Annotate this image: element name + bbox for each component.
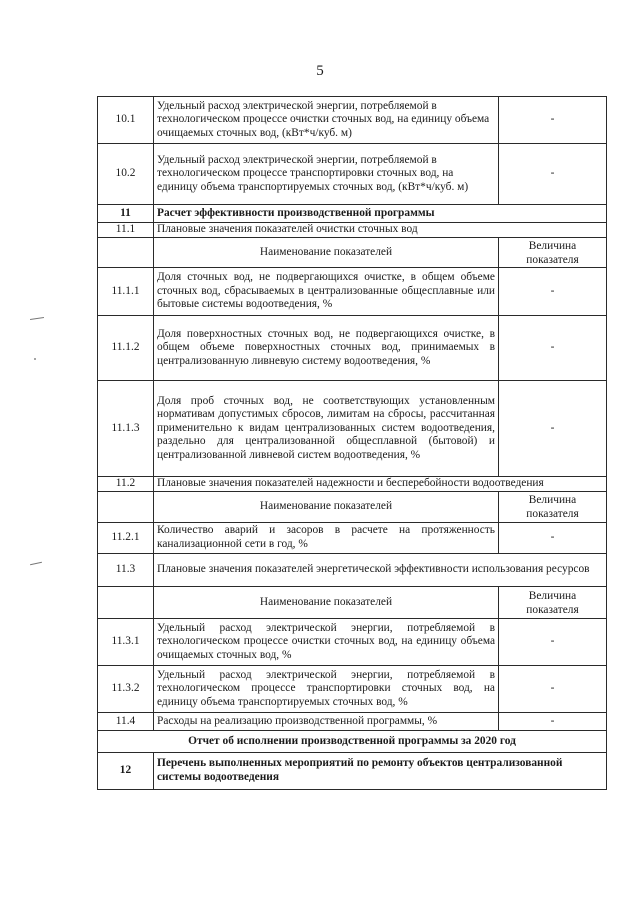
row-value: - — [499, 144, 607, 205]
row-value: - — [499, 316, 607, 381]
table-row — [98, 666, 607, 713]
table-row — [98, 144, 607, 205]
margin-dot — [34, 358, 36, 360]
row-number: 11.1.3 — [98, 381, 154, 477]
report-heading-row — [98, 731, 607, 753]
table-row — [98, 523, 607, 554]
row-text: Доля поверхностных сточных вод, не подвергающихся очистке, в общем объеме поверхностных сточных вод, принимаемых в централизованную ливневую систему водоотведения, % — [154, 316, 499, 381]
column-header-name: Наименование показателей — [154, 587, 499, 619]
row-text: Удельный расход электрической энергии, потребляемой в технологическом процессе очистки сточных вод, на единицу объема очищаемых сточных вод, % — [154, 619, 499, 666]
table-row — [98, 381, 607, 477]
empty-cell — [98, 238, 154, 268]
report-heading: Отчет об исполнении производственной программы за 2020 год — [98, 731, 607, 753]
row-text: Доля проб сточных вод, не соответствующих установленным нормативам допустимых сбросов, лимитам на сбросы, рассчитанная применительно к видам централизованных систем водоотведения, раздельно для централизованной общесплавной (бытовой) и централизованной ливневой систем водоотведения, % — [154, 381, 499, 477]
row-number: 11.2.1 — [98, 523, 154, 554]
row-number: 11.3.2 — [98, 666, 154, 713]
table-row — [98, 753, 607, 790]
margin-mark — [30, 317, 44, 320]
row-number: 11.3.1 — [98, 619, 154, 666]
table-header-row — [98, 492, 607, 523]
row-text: Удельный расход электрической энергии, потребляемой в технологическом процессе транспортировки сточных вод, на единицу объема транспортируемых сточных вод, (кВт*ч/куб. м) — [154, 144, 499, 205]
production-program-table — [97, 96, 607, 790]
table-row — [98, 268, 607, 316]
empty-cell — [98, 587, 154, 619]
table-row — [98, 713, 607, 731]
row-value: - — [499, 666, 607, 713]
margin-mark — [30, 562, 42, 565]
empty-cell — [98, 492, 154, 523]
column-header-value: Величина показателя — [499, 492, 607, 523]
table-row — [98, 477, 607, 492]
row-text: Удельный расход электрической энергии, потребляемой в технологическом процессе очистки сточных вод, на единицу объема очищаемых сточных вод, (кВт*ч/куб. м) — [154, 97, 499, 144]
section-title: Расчет эффективности производственной программы — [154, 205, 607, 223]
section-title: Перечень выполненных мероприятий по ремонту объектов централизованной системы водоотведения — [154, 753, 607, 790]
column-header-name: Наименование показателей — [154, 238, 499, 268]
table-row — [98, 97, 607, 144]
table-row — [98, 316, 607, 381]
row-text: Расходы на реализацию производственной программы, % — [154, 713, 499, 731]
table-row — [98, 554, 607, 587]
column-header-value: Величина показателя — [499, 587, 607, 619]
row-number: 10.1 — [98, 97, 154, 144]
table-row — [98, 223, 607, 238]
subsection-title: Плановые значения показателей энергетической эффективности использования ресурсов — [154, 554, 607, 587]
row-text: Удельный расход электрической энергии, потребляемой в технологическом процессе транспортировки сточных вод, на единицу объема транспортируемых сточных вод, % — [154, 666, 499, 713]
section-number: 11 — [98, 205, 154, 223]
row-text: Доля сточных вод, не подвергающихся очистке, в общем объеме сточных вод, сбрасываемых в централизованные общесплавные или бытовые системы водоотведения, % — [154, 268, 499, 316]
row-number: 10.2 — [98, 144, 154, 205]
row-value: - — [499, 523, 607, 554]
subsection-title: Плановые значения показателей очистки сточных вод — [154, 223, 607, 238]
column-header-value: Величина показателя — [499, 238, 607, 268]
subsection-title: Плановые значения показателей надежности и бесперебойности водоотведения — [154, 477, 607, 492]
row-value: - — [499, 381, 607, 477]
row-value: - — [499, 268, 607, 316]
subsection-number: 11.3 — [98, 554, 154, 587]
row-number: 11.1.2 — [98, 316, 154, 381]
row-value: - — [499, 619, 607, 666]
table-header-row — [98, 238, 607, 268]
subsection-number: 11.1 — [98, 223, 154, 238]
page-number: 5 — [316, 63, 324, 79]
row-number: 11.1.1 — [98, 268, 154, 316]
row-value: - — [499, 713, 607, 731]
row-number: 11.4 — [98, 713, 154, 731]
table-row — [98, 205, 607, 223]
subsection-number: 11.2 — [98, 477, 154, 492]
table-row — [98, 619, 607, 666]
table-header-row — [98, 587, 607, 619]
section-number: 12 — [98, 753, 154, 790]
row-text: Количество аварий и засоров в расчете на протяженность канализационной сети в год, % — [154, 523, 499, 554]
row-value: - — [499, 97, 607, 144]
column-header-name: Наименование показателей — [154, 492, 499, 523]
